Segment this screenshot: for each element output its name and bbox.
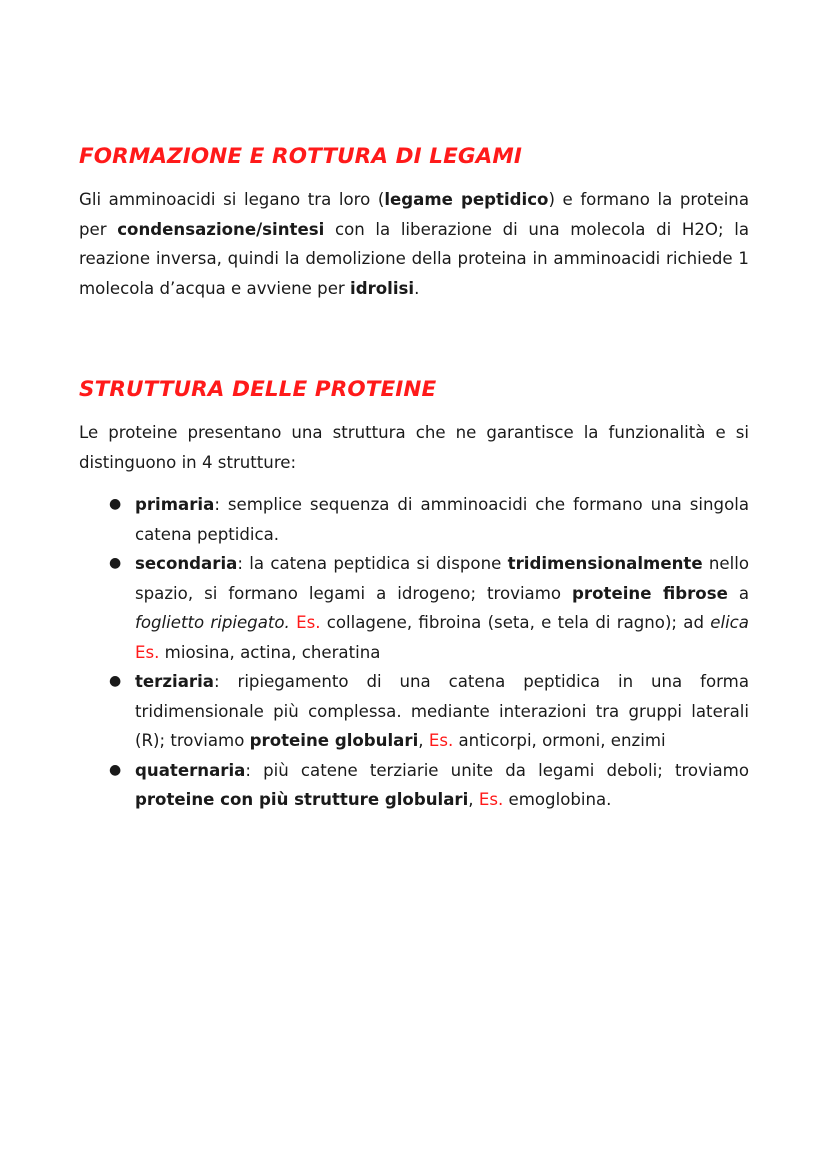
text: collagene, fibroina (seta, e tela di ragno); ad [320, 613, 711, 632]
text: miosina, actina, cheratina [159, 642, 381, 662]
structure-list [79, 490, 749, 815]
text: , [468, 790, 479, 809]
text: : la catena peptidica si dispone [237, 554, 508, 573]
list-item-quaternaria [109, 756, 749, 815]
text: con la liberazione di una molecola di H2O; la reazione inversa, quindi la demolizione della proteina in amminoacidi richiede 1 molecola d’acqua e avviene per [79, 219, 749, 298]
text: , [418, 731, 429, 750]
example-label: Es. [135, 642, 160, 662]
bold-term-proteine-fibrose: proteine fibrose [572, 583, 728, 603]
paragraph-legami [79, 185, 749, 303]
list-item-secondaria [109, 549, 750, 667]
text: nello spazio, si formano legami a idrogeno; troviamo [135, 554, 750, 603]
italic-elica: elica [710, 613, 749, 632]
bullet-icon: ● [109, 761, 122, 778]
text: : più catene terziarie unite da legami deboli; troviamo [245, 760, 749, 780]
text: emoglobina. [503, 790, 612, 809]
example-label: Es. [478, 790, 504, 809]
document-page [79, 140, 749, 815]
text: ) e formano la proteina per [79, 190, 749, 239]
bold-term-tridimensionalmente: tridimensionalmente [507, 554, 703, 573]
section-title-struttura: STRUTTURA DELLE PROTEINE [79, 377, 437, 402]
bold-term-proteine-piu-strutture: proteine con più strutture globulari [135, 790, 469, 809]
bold-term-legame-peptidico: legame peptidico [384, 190, 549, 209]
text: : ripiegamento di una catena peptidica in una forma tridimensionale più complessa. mediante interazioni tra gruppi laterali (R); troviamo [135, 672, 749, 750]
italic-foglietto-ripiegato: foglietto ripiegato. [135, 613, 290, 632]
bullet-icon: ● [109, 673, 122, 689]
term-terziaria: terziaria [135, 672, 214, 691]
section-title-formazione: FORMAZIONE E ROTTURA DI LEGAMI [79, 144, 522, 169]
example-label: Es. [296, 613, 321, 632]
text: a [727, 583, 749, 603]
term-quaternaria: quaternaria [135, 760, 246, 780]
text: . [414, 278, 420, 298]
bold-term-condensazione: condensazione/sintesi [117, 219, 325, 239]
list-item-primaria [109, 490, 749, 549]
text: Gli amminoacidi si legano tra loro ( [79, 190, 385, 209]
paragraph-intro-strutture: Le proteine presentano una struttura che ne garantisce la funzionalità e si distinguono in 4 strutture: [79, 423, 749, 472]
bullet-icon: ● [109, 555, 122, 571]
bold-term-idrolisi: idrolisi [350, 278, 415, 298]
bold-term-proteine-globulari: proteine globulari [249, 731, 419, 750]
text: anticorpi, ormoni, enzimi [453, 731, 666, 750]
text: : semplice sequenza di amminoacidi che formano una singola catena peptidica. [135, 495, 749, 544]
example-label: Es. [428, 731, 454, 750]
list-item-terziaria [109, 667, 749, 756]
bullet-icon: ● [109, 496, 122, 512]
term-primaria: primaria [135, 495, 215, 514]
term-secondaria: secondaria [135, 554, 238, 573]
